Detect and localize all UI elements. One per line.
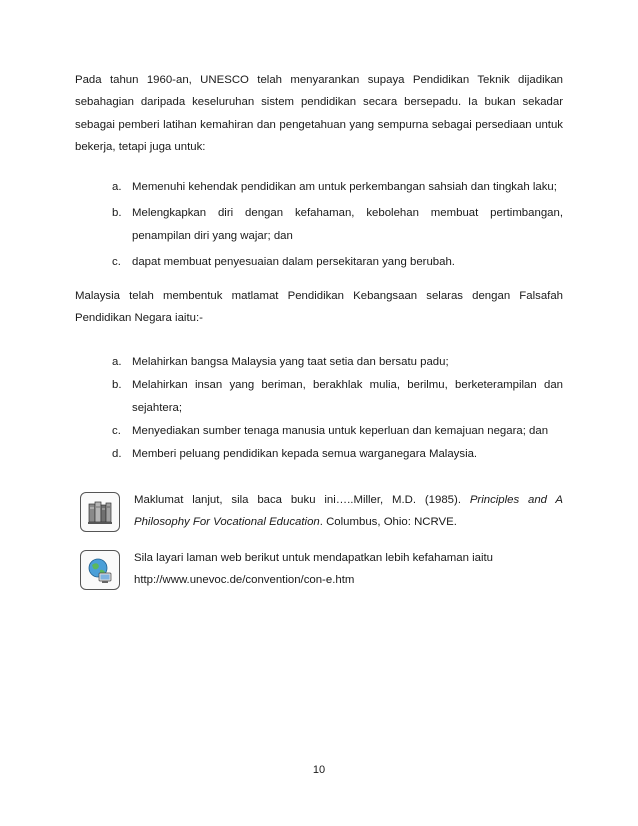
list-item: a. Melahirkan bangsa Malaysia yang taat setia dan bersatu padu; (112, 356, 449, 368)
web-reference-text: Sila layari laman web berikut untuk mendapatkan lebih kefahaman iaitu http://www.unevoc.de/convention/con-e.htm (134, 547, 563, 592)
list-item: d. Memberi peluang pendidikan kepada semua warganegara Malaysia. (112, 448, 478, 461)
book-reference-text: Maklumat lanjut, sila baca buku ini…..Miller, M.D. (1985). Principles and A Philosophy For Vocational Education. Columbus, Ohio: NCRVE. (134, 494, 564, 529)
intro-paragraph: Pada tahun 1960-an, UNESCO telah menyarankan supaya Pendidikan Teknik dijadikan sebahagian daripada keseluruhan sistem pendidikan secara bersepadu. Ia bukan sekadar sebagai pemberi latihan kemahiran dan pengetahuan yang sempurna sebagai persediaan untuk bekerja, tetapi juga untuk: (75, 74, 563, 153)
list-item: a. Memenuhi kehendak pendidikan am untuk perkembangan sahsiah dan tingkah laku; (112, 181, 557, 193)
malaysia-goals-list (112, 351, 563, 465)
malaysia-paragraph: Malaysia telah membentuk matlamat Pendidikan Kebangsaan selaras dengan Falsafah Pendidikan Negara iaitu:- (75, 290, 563, 325)
books-icon (80, 492, 120, 532)
page-number: 10 (312, 764, 326, 776)
globe-computer-icon (80, 550, 120, 590)
unesco-goals-list (112, 176, 563, 273)
reference-url-link[interactable]: http://www.unevoc.de/convention/con-e.htm (134, 574, 355, 587)
list-item: c. dapat membuat penyesuaian dalam persekitaran yang berubah. (112, 255, 455, 268)
web-reference-note (80, 547, 563, 592)
list-item: b. Melahirkan insan yang beriman, berakhlak mulia, berilmu, berketerampilan dan sejahtera; (112, 379, 563, 414)
list-item: b. Melengkapkan diri dengan kefahaman, kebolehan membuat pertimbangan, penampilan diri yang wajar; dan (112, 207, 563, 242)
list-item: c. Menyediakan sumber tenaga manusia untuk keperluan dan kemajuan negara; dan (112, 424, 549, 437)
book-title: Principles and A Philosophy For Vocational Education (134, 494, 564, 529)
book-reference-note (80, 489, 563, 534)
